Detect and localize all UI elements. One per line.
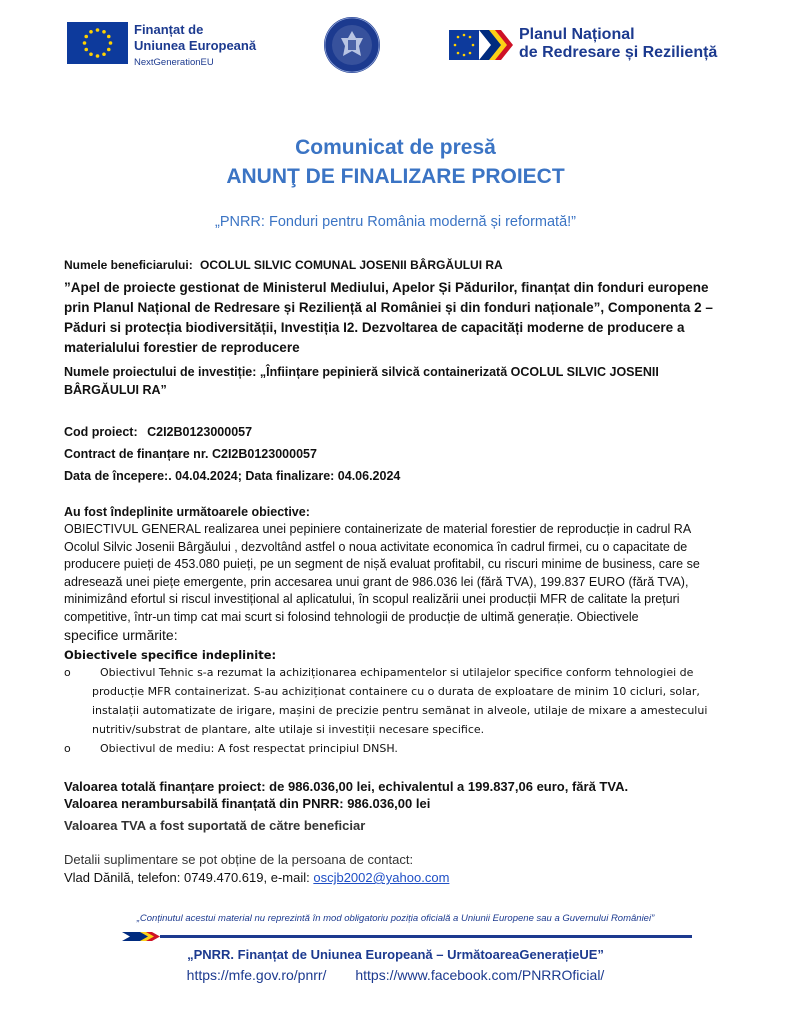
announcement-title: ANUNŢ DE FINALIZARE PROIECT — [226, 165, 565, 188]
project-code-value: C2I2B0123000057 — [147, 425, 253, 439]
bullet-text-line: Obiectivul Tehnic s-a rezumat la achiziționarea echipamentelor si utilajelor specifice conform tehnologiei de — [100, 666, 694, 679]
technical-objective-item — [64, 663, 742, 739]
call-line: materialului forestier de reproducere — [64, 340, 300, 355]
eu-star-icon — [107, 35, 111, 39]
eu-star-icon — [84, 48, 88, 52]
call-line: prin Planul Național de Redresare și Reziliență al României și din fonduri naționale”, Componenta 2 – — [64, 300, 713, 315]
financing-contract — [64, 447, 317, 461]
objective-line: competitive, într-un timp cat mai scurt si folosind tehnologii de producție de ultimă generație. Obiectivele — [64, 609, 639, 624]
call-line: Păduri si protecția biodiversității, Investiția I2. Dezvoltarea de capacități moderne de producere a — [64, 320, 685, 335]
eu-star-icon — [83, 41, 87, 45]
contract-value: C2I2B0123000057 — [211, 447, 317, 461]
bullet-text-line: Obiectivul de mediu: A fost respectat principiul DNSH. — [100, 742, 398, 755]
contract-label: Contract de finanțare nr. — [64, 447, 209, 461]
project-name-line1: Numele proiectului de investiție: „Înființare pepinieră silvică containerizată OCOLUL SILVIC JOSENII — [64, 365, 659, 379]
contact-person-phone: Vlad Dănilă, telefon: 0749.470.619, e-mail: — [64, 870, 310, 885]
objective-line: specifice urmărite: — [64, 626, 178, 643]
eu-star-icon — [102, 30, 106, 34]
eu-star-icon — [109, 41, 113, 45]
facebook-pnrr-link[interactable]: https://www.facebook.com/PNRROficial/ — [355, 967, 605, 983]
specific-objectives-title: Obiectivele specifice indeplinite: — [64, 648, 277, 662]
objective-line: adresează unei piețe emergente, prin accesarea unui grant de 986.036 lei (fără TVA), 199.837 EURO (fără TVA), — [64, 574, 689, 589]
pnrr-logo-icon — [449, 26, 513, 64]
beneficiary-line — [64, 258, 503, 272]
header-logos — [0, 0, 791, 80]
total-financing: Valoarea totală finanțare proiect: de 986.036,00 lei, echivalentul a 199.837,06 euro, fără TVA. — [64, 779, 629, 794]
project-code — [64, 425, 252, 439]
project-name — [64, 363, 659, 399]
objective-line: producere puieți de 453.080 puieți, pe un segment de nișă evaluat profitabil, cu riscuri minime de business, care se — [64, 557, 700, 572]
eu-logo-line2: Uniunea Europeană — [134, 38, 257, 53]
end-date-value: 04.06.2024 — [337, 469, 401, 483]
project-code-label: Cod proiect: — [64, 425, 138, 439]
contact-intro: Detalii suplimentare se pot obține de la persoana de contact: — [64, 852, 414, 867]
objective-line: minimizând efortul si riscul investițional al aplicatului, în scopul realizării unei producții MFR de calitate la prețuri — [64, 592, 680, 607]
footer-tagline: „PNRR. Finanțat de Uniunea Europeană – UrmătoareaGenerațieUE” — [187, 947, 604, 962]
eu-logo-line1: Finanțat de — [134, 22, 204, 37]
pnrr-logo-line1: Planul Național — [519, 26, 635, 43]
mfe-pnrr-link[interactable]: https://mfe.gov.ro/pnrr/ — [186, 967, 327, 983]
contact-email-link[interactable]: oscjb2002@yahoo.com — [313, 870, 450, 885]
beneficiary-value: OCOLUL SILVIC COMUNAL JOSENII BÂRGĂULUI RA — [200, 258, 503, 272]
eu-star-icon — [96, 54, 100, 58]
end-date-label: Data finalizare: — [245, 469, 335, 483]
bullet-text-line: instalații automatizate de irigare, mașini de precizie pentru semănat in alveole, utilaje de mixare a amestecului — [92, 704, 708, 717]
environment-objective-item — [64, 739, 742, 758]
objective-line: Ocolul Silvic Josenii Bârgăului , dezvoltând astfel o noua activitate economica în cadrul firmei, cu o capacitate de — [64, 539, 688, 554]
eu-star-icon — [107, 48, 111, 52]
beneficiary-label: Numele beneficiarului: — [64, 258, 193, 272]
objectives-intro: Au fost îndeplinite următoarele obiective: — [64, 505, 310, 519]
vat-note: Valoarea TVA a fost suportată de către beneficiar — [64, 818, 366, 833]
call-line: ”Apel de proiecte gestionat de Ministerul Mediului, Apelor Și Pădurilor, finanțat din fonduri europene — [64, 280, 709, 295]
footer-disclaimer: „Conținutul acestui material nu reprezintă în mod obligatoriu poziția oficială a Uniunii Europene sau a Guvernului României” — [136, 913, 655, 924]
call-paragraph — [64, 278, 732, 358]
objective-line: OBIECTIVUL GENERAL realizarea unei pepiniere containerizate de material forestier de reproducție in cadrul RA — [64, 522, 692, 536]
eu-logo-line3: NextGenerationEU — [134, 57, 214, 68]
footer-tricolor-bar — [122, 932, 692, 941]
eu-funding-logo-text — [134, 22, 256, 71]
eu-star-icon — [89, 52, 93, 56]
footer-links — [0, 967, 791, 983]
start-date-label: Data de începere:. — [64, 469, 172, 483]
eu-star-icon — [89, 30, 93, 34]
project-name-line2: BÂRGĂULUI RA” — [64, 383, 167, 397]
romanian-government-seal-icon — [323, 16, 381, 74]
bullet-marker: o — [64, 666, 71, 679]
bullet-text-line: nutritiv/substrat de plantare, alte utilaje si investiții necesare specifice. — [92, 723, 485, 736]
general-objective — [64, 521, 732, 644]
eu-star-icon — [102, 52, 106, 56]
eu-star-icon — [96, 28, 100, 32]
eu-star-icon — [84, 35, 88, 39]
contact-details — [64, 870, 449, 885]
start-date-value: 04.04.2024; — [175, 469, 242, 483]
eu-flag-icon — [67, 22, 128, 64]
bullet-text-line: producție MFR containerizat. S-au achiziționat containere cu o durata de exploatare de minim 10 cicluri, solar, — [92, 685, 700, 698]
non-refundable-value: Valoarea nerambursabilă finanțată din PNRR: 986.036,00 lei — [64, 796, 431, 811]
slogan: „PNRR: Fonduri pentru România modernă și reformată!” — [214, 214, 577, 230]
press-release-title: Comunicat de presă — [295, 136, 496, 159]
project-dates — [64, 469, 400, 483]
pnrr-logo-line2: de Redresare și Reziliență — [519, 44, 718, 61]
bullet-marker: o — [64, 742, 71, 755]
pnrr-logo-text — [519, 26, 717, 62]
